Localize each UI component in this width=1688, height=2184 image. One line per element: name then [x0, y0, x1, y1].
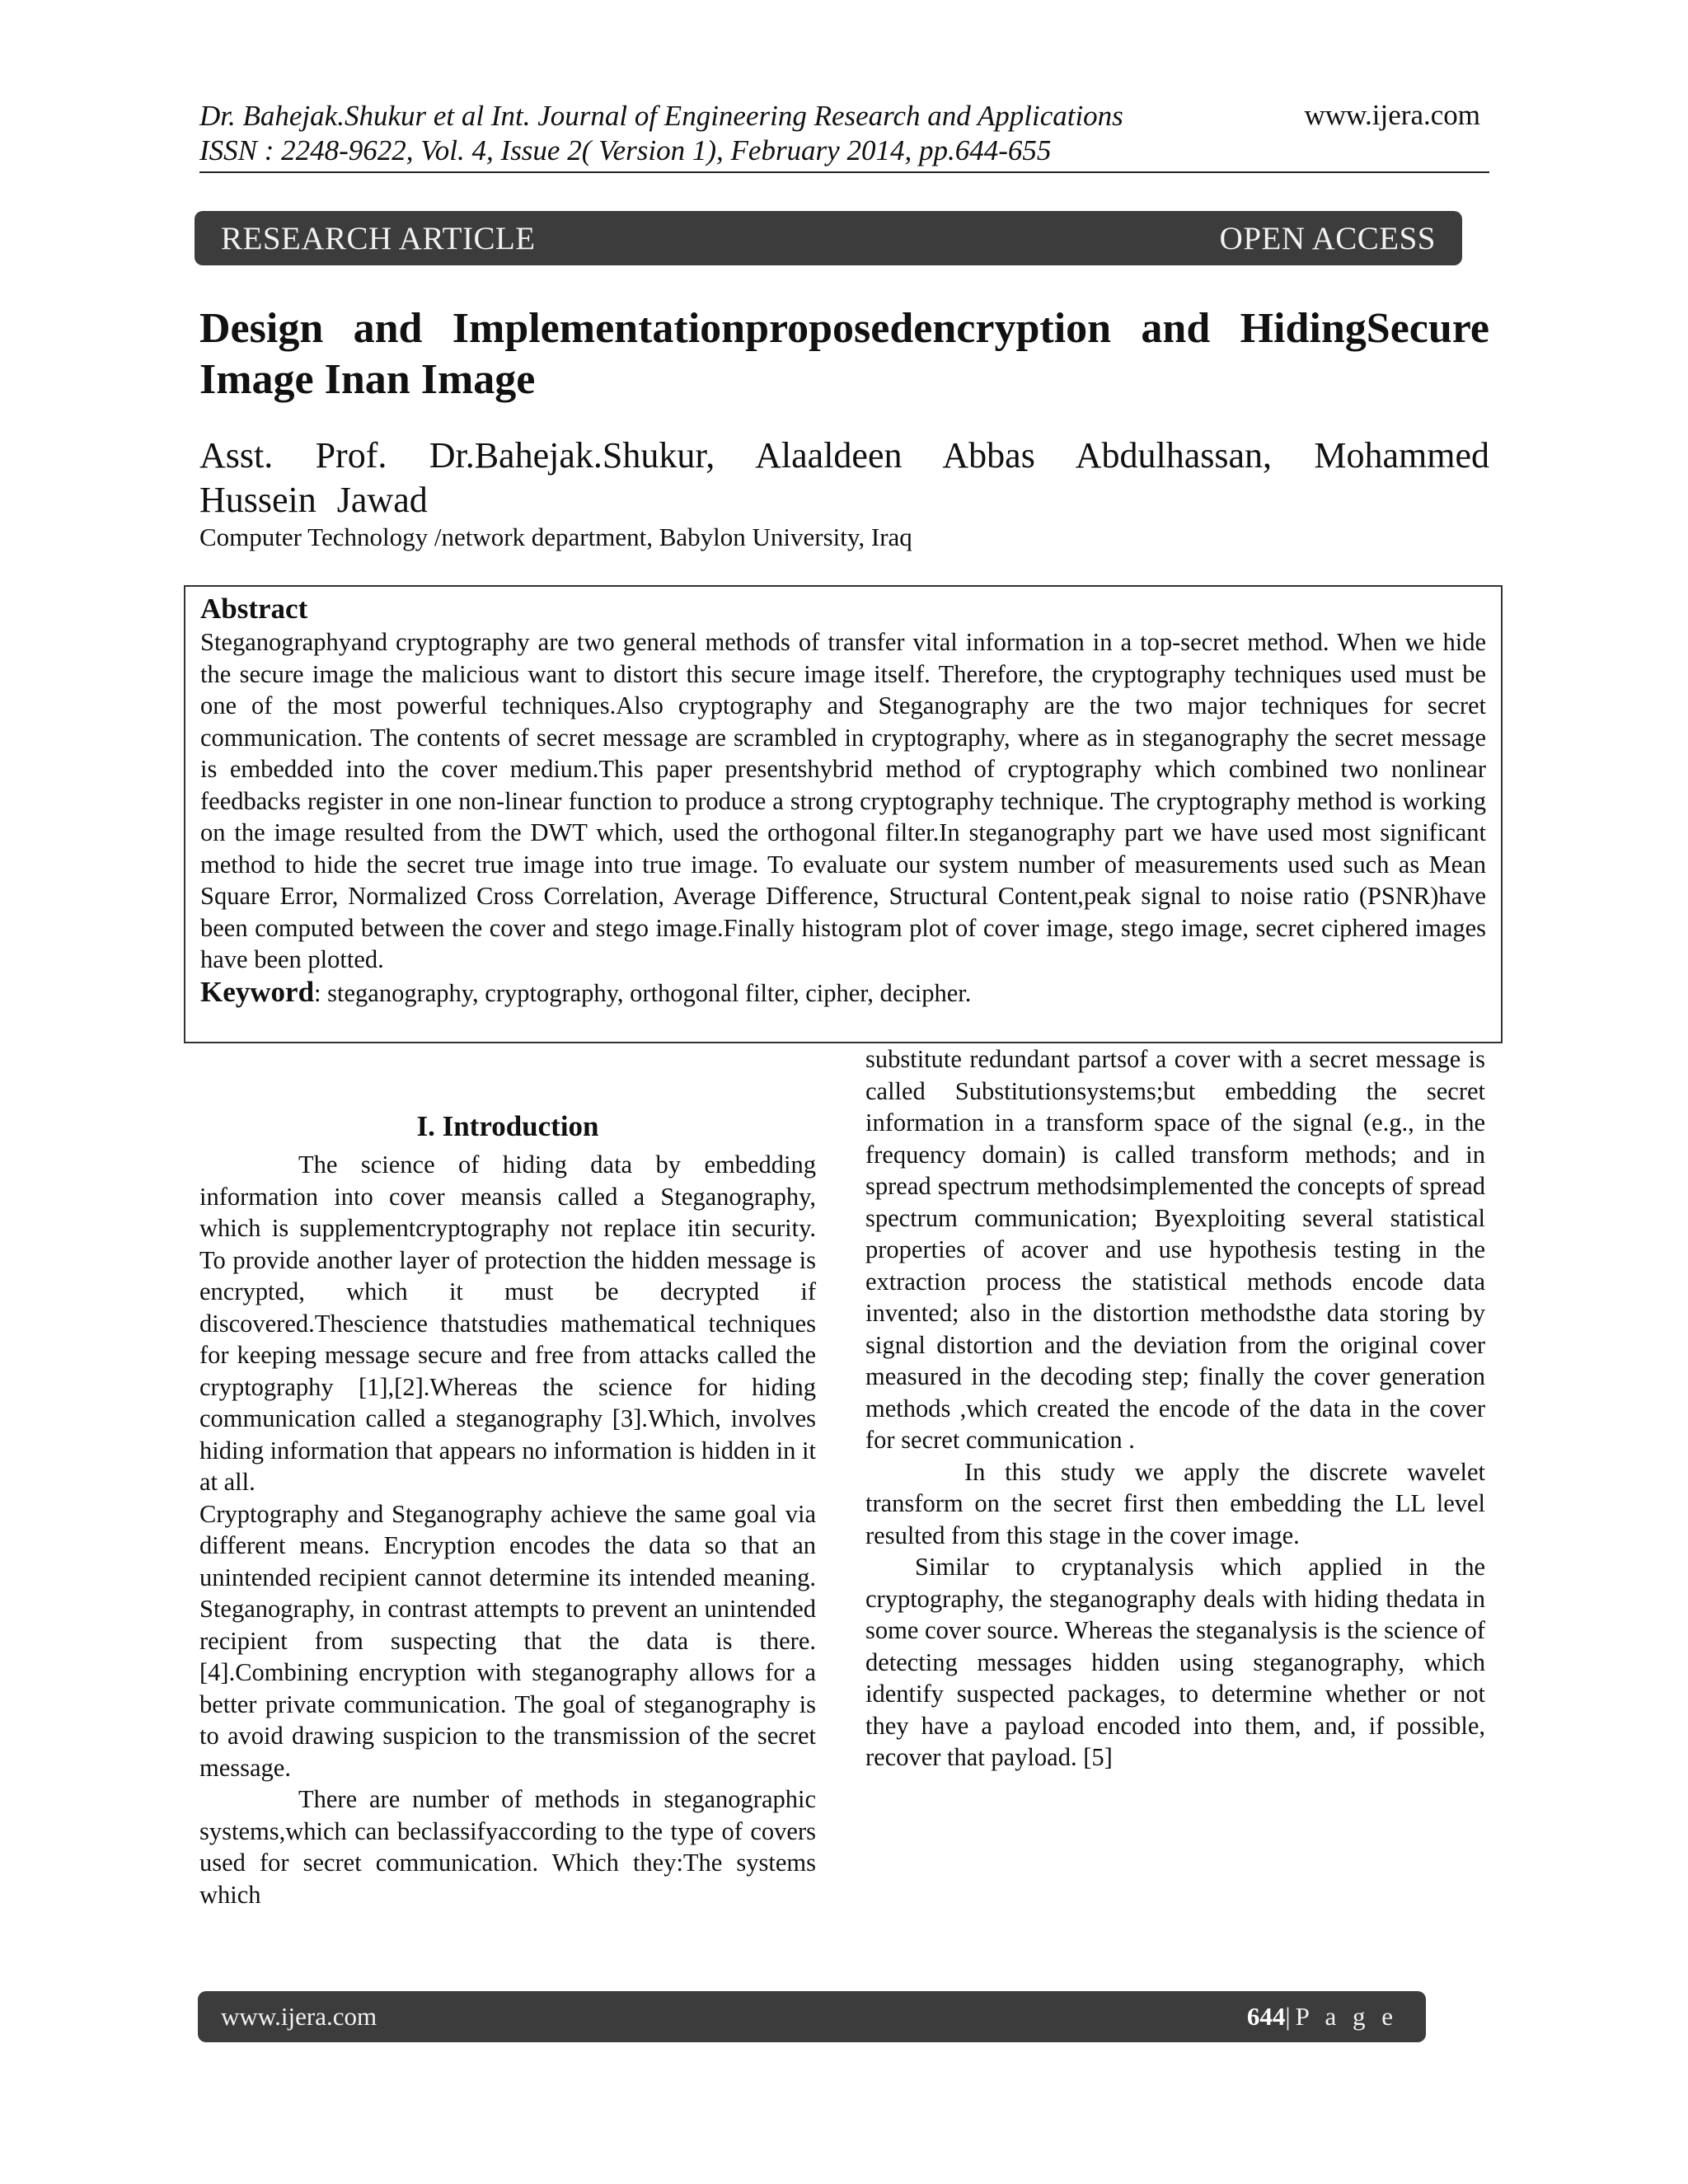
affiliation: Computer Technology /network department, Babylon University, Iraq	[199, 523, 912, 551]
footer-url[interactable]: www.ijera.com	[221, 2002, 377, 2031]
study-paragraph: In this study we apply the discrete wavelet transform on the secret first then embedding the LL level resulted from this stage in the cover image.	[865, 1457, 1485, 1549]
journal-url[interactable]: www.ijera.com	[1304, 99, 1480, 131]
keyword-list: : steganography, cryptography, orthogonal filter, cipher, decipher.	[314, 978, 972, 1007]
keywords-line	[200, 976, 1486, 1010]
open-access-label: OPEN ACCESS	[1219, 220, 1436, 256]
introduction-heading: I. Introduction	[416, 1110, 599, 1142]
intro-paragraph-3: There are number of methods in steganographic systems,which can beclassifyaccording to the type of covers used for secret communication. Which they:The systems which	[199, 1785, 816, 1909]
page-label: |P a g e	[1285, 2002, 1398, 2031]
right-column	[865, 1043, 1485, 1774]
research-article-label: RESEARCH ARTICLE	[221, 220, 536, 256]
header-divider	[199, 171, 1489, 173]
author-list: Asst. Prof. Dr.Bahejak.Shukur, Alaaldeen Abbas Abdulhassan, Mohammed Hussein Jawad	[199, 435, 1489, 520]
page-indicator	[1247, 2002, 1398, 2032]
abstract-box	[184, 585, 1503, 1043]
keyword-label: Keyword	[200, 975, 315, 1008]
steganalysis-paragraph: Similar to cryptanalysis which applied in the cryptography, the steganography deals with hiding thedata in some cover source. Whereas the steganalysis is the science of detecting messages hidden using steganography, which identify suspected packages, to determine whether or not they have a payload encoded into them, and, if possible, recover that payload. [5]	[865, 1553, 1485, 1771]
intro-paragraph-2: Cryptography and Steganography achieve the same goal via different means. Encryption encodes the data so that an unintended recipient cannot determine its intended meaning. Steganography, in contrast attempts to prevent an unintended recipient from suspecting that the data is there. [4].Combining encryption with steganography allows for a better private communication. The goal of steganography is to avoid drawing suspicion to the transmission of the secret message.	[199, 1499, 816, 1782]
paper-title: Design and Implementationproposedencryption and HidingSecure Image Inan Image	[199, 305, 1489, 403]
abstract-heading: Abstract	[200, 593, 308, 625]
journal-citation-line: Dr. Bahejak.Shukur et al Int. Journal of Engineering Research and Applications	[199, 100, 1123, 132]
methods-paragraph: substitute redundant partsof a cover with a secret message is called Substitutionsystems;but embedding the secret information in a transform space of the signal (e.g., in the frequency domain) is called transform methods; and in spread spectrum methodsimplemented the concepts of spread spectrum communication; Byexploiting several statistical properties of acover and use hypothesis testing in the extraction process the statistical methods encode data invented; also in the distortion methodsthe data storing by signal distortion and the deviation from the original cover measured in the decoding step; finally the cover generation methods ,which created the encode of the data in the cover for secret communication .	[865, 1045, 1485, 1454]
article-type-banner	[195, 211, 1462, 265]
left-column	[199, 1109, 816, 1910]
intro-paragraph-1: The science of hiding data by embedding information into cover meansis called a Steganography, which is supplementcryptography not replace itin security. To provide another layer of protection the hidden message is encrypted, which it must be decrypted if discovered.Thescience thatstudies mathematical techniques for keeping message secure and free from attacks called the cryptography [1],[2].Whereas the science for hiding communication called a steganography [3].Which, involves hiding information that appears no information is hidden in it at all.	[199, 1151, 816, 1496]
page-number: 644	[1246, 2002, 1286, 2031]
issn-line: ISSN : 2248-9622, Vol. 4, Issue 2( Version 1), February 2014, pp.644-655	[199, 134, 1052, 166]
abstract-text: Steganographyand cryptography are two general methods of transfer vital information in a top-secret method. When we hide the secure image the malicious want to distort this secure image itself. Therefore, the cryptography techniques used must be one of the most powerful techniques.Also cryptography and Steganography are the two major techniques for secret communication. The contents of secret message are scrambled in cryptography, where as in steganography the secret message is embedded into the cover medium.This paper presentshybrid method of cryptography which combined two nonlinear feedbacks register in one non-linear function to produce a strong cryptography technique. The cryptography method is working on the image resulted from the DWT which, used the orthogonal filter.In steganography part we have used most significant method to hide the secret true image into true image. To evaluate our system number of measurements used such as Mean Square Error, Normalized Cross Correlation, Average Difference, Structural Content,peak signal to noise ratio (PSNR)have been computed between the cover and stego image.Finally histogram plot of cover image, stego image, secret ciphered images have been plotted.	[200, 628, 1486, 973]
page-footer	[198, 1991, 1426, 2042]
